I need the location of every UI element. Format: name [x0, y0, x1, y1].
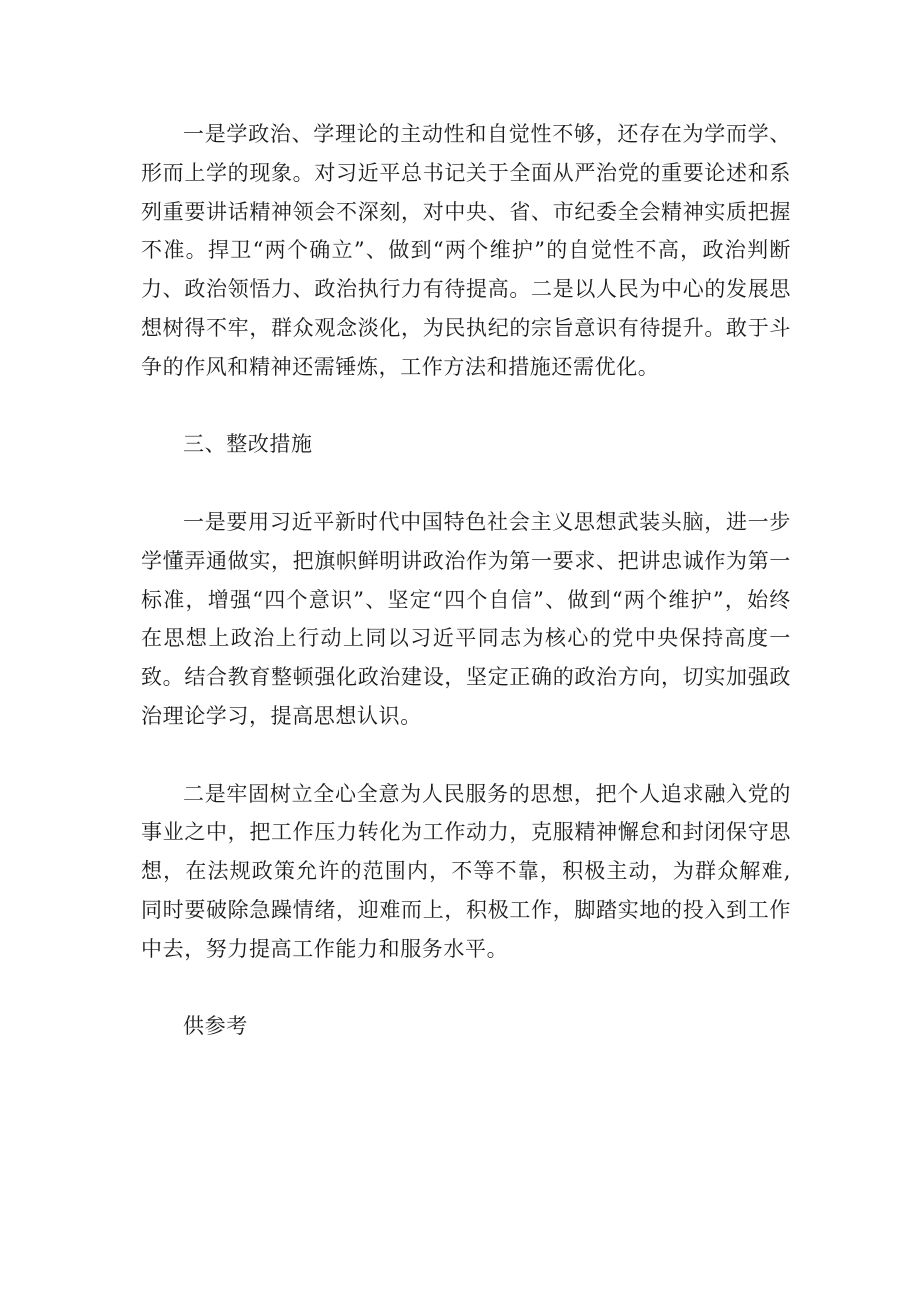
paragraph-problems: 一是学政治、学理论的主动性和自觉性不够，还存在为学而学、形而上学的现象。对习近平总书记关于全面从严治党的重要论述和系列重要讲话精神领会不深刻，对中央、省、市纪委全会精神实质把握不准。捍卫“两个确立”、做到“两个维护”的自觉性不高，政治判断力、政治领悟力、政治执行力有待提高。二是以人民为中心的发展思想树得不牢，群众观念淡化，为民执纪的宗旨意识有待提升。敢于斗争的作风和精神还需锤炼，工作方法和措施还需优化。 [141, 122, 791, 379]
paragraph-spacer [141, 464, 791, 503]
paragraph-spacer [141, 969, 791, 1008]
document-body [141, 115, 791, 1046]
paragraph-measure-two: 二是牢固树立全心全意为人民服务的思想，把个人追求融入党的事业之中，把工作压力转化为工作动力，克服精神懈怠和封闭保守思想，在法规政策允许的范围内，不等不靠，积极主动，为群众解难,同时要破除急躁情绪，迎难而上，积极工作，脚踏实地的投入到工作中去，努力提高工作能力和服务水平。 [141, 781, 791, 961]
paragraph-measure-one: 一是要用习近平新时代中国特色社会主义思想武装头脑，进一步学懂弄通做实，把旗帜鲜明讲政治作为第一要求、把讲忠诚作为第一标准，增强“四个意识”、坚定“四个自信”、做到“两个维护”，始终在思想上政治上行动上同以习近平同志为核心的党中央保持高度一致。结合教育整顿强化政治建设，坚定正确的政治方向，切实加强政治理论学习，提高思想认识。 [141, 509, 791, 728]
section-heading-rectification: 三、整改措施 [183, 432, 313, 457]
closing-note: 供参考 [183, 1014, 248, 1039]
paragraph-spacer [141, 387, 791, 426]
paragraph-spacer [141, 736, 791, 775]
